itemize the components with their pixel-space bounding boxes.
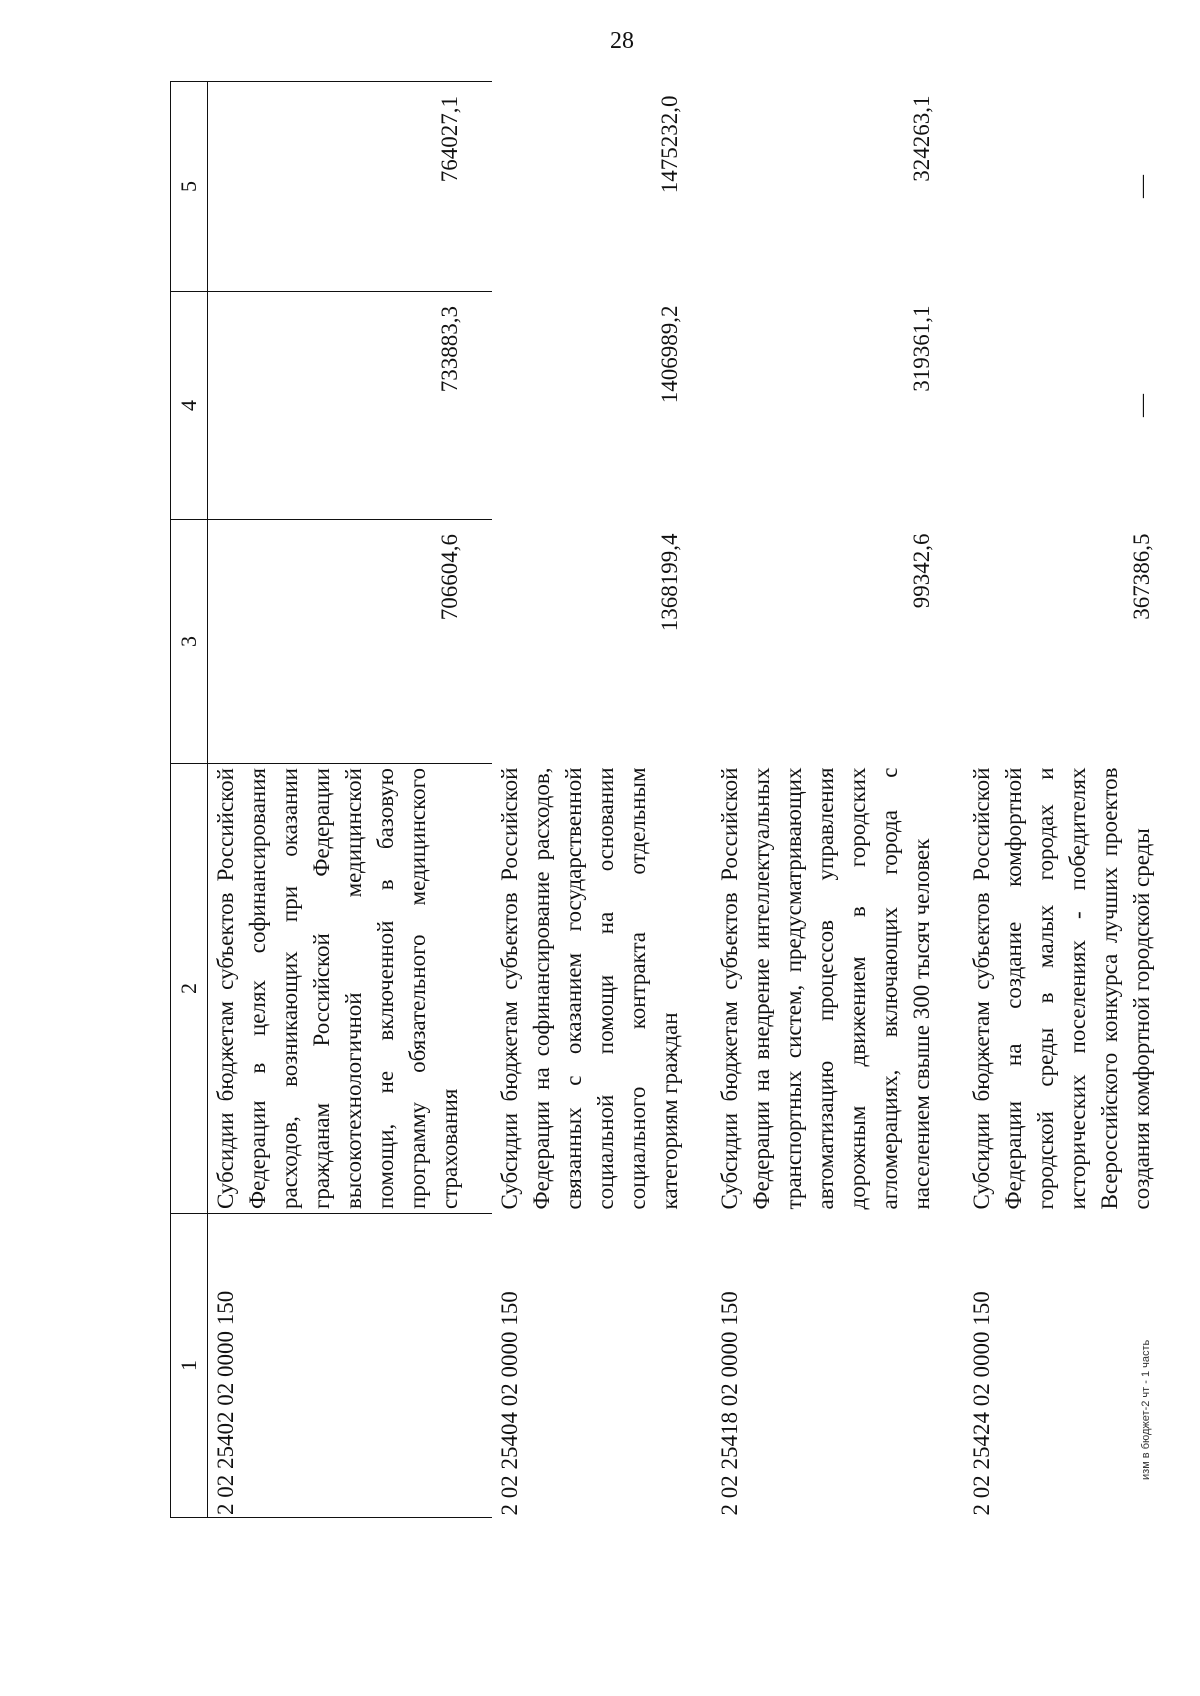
table-row <box>208 82 493 1518</box>
header-col-1: 1 <box>171 1214 208 1518</box>
value-col-4: 733883,3 <box>208 292 493 520</box>
row-description: Субсидии бюджетам субъектов Российской Федерации на внедрение интеллектуальных транспортных систем, предусматривающих автоматизацию процессов управления дорожным движением в городских агломерациях, включающих города с населением свыше 300 тысяч человек <box>717 767 934 1210</box>
value-col-3: 1368199,4 <box>657 533 682 632</box>
header-col-4: 4 <box>171 292 208 520</box>
page-number: 28 <box>610 28 634 54</box>
budget-code: 2 02 25424 02 0000 150 <box>969 1291 994 1516</box>
value-col-5: 764027,1 <box>208 82 493 292</box>
row-description: Субсидии бюджетам субъектов Российской Федерации на софинансирование расходов, связанных с оказанием государственной социальной помощи на основании социального контракта отдельным категориям граждан <box>497 767 682 1210</box>
value-col-3: 99342,6 <box>909 533 934 609</box>
value-col-5: 324263,1 <box>909 95 934 182</box>
header-col-3: 3 <box>171 520 208 764</box>
value-col-4: 1406989,2 <box>657 305 682 404</box>
row-description: Субсидии бюджетам субъектов Российской Федерации на создание комфортной городской среды в малых городах и исторических поселениях - победителях Всероссийского конкурса лучших проектов создания комфортной городской среды <box>969 767 1154 1210</box>
table-row <box>712 82 964 1518</box>
header-col-5: 5 <box>171 82 208 292</box>
table-row <box>492 82 712 1518</box>
value-col-5: 1475232,0 <box>657 95 682 194</box>
budget-table <box>170 81 1184 1518</box>
value-col-4: — <box>1129 394 1154 417</box>
row-description: Субсидии бюджетам субъектов Российской Федерации в целях софинансирования расходов, возникающих при оказании гражданам Российской Федерации высокотехнологичной медицинской помощи, не включенной в базовую программу обязательного медицинского страхования <box>208 764 493 1214</box>
value-col-3: 706604,6 <box>208 520 493 764</box>
budget-code: 2 02 25418 02 0000 150 <box>717 1291 742 1516</box>
value-col-4: 319361,1 <box>909 305 934 392</box>
budget-code: 2 02 25404 02 0000 150 <box>497 1291 522 1516</box>
header-col-2: 2 <box>171 764 208 1214</box>
value-col-5: — <box>1129 175 1154 198</box>
footer-note: изм в бюджет-2 чт - 1 часть <box>1140 1339 1152 1480</box>
budget-code: 2 02 25402 02 0000 150 <box>208 1214 493 1518</box>
value-col-3: 367386,5 <box>1129 533 1154 620</box>
table-header-row <box>171 82 208 1518</box>
